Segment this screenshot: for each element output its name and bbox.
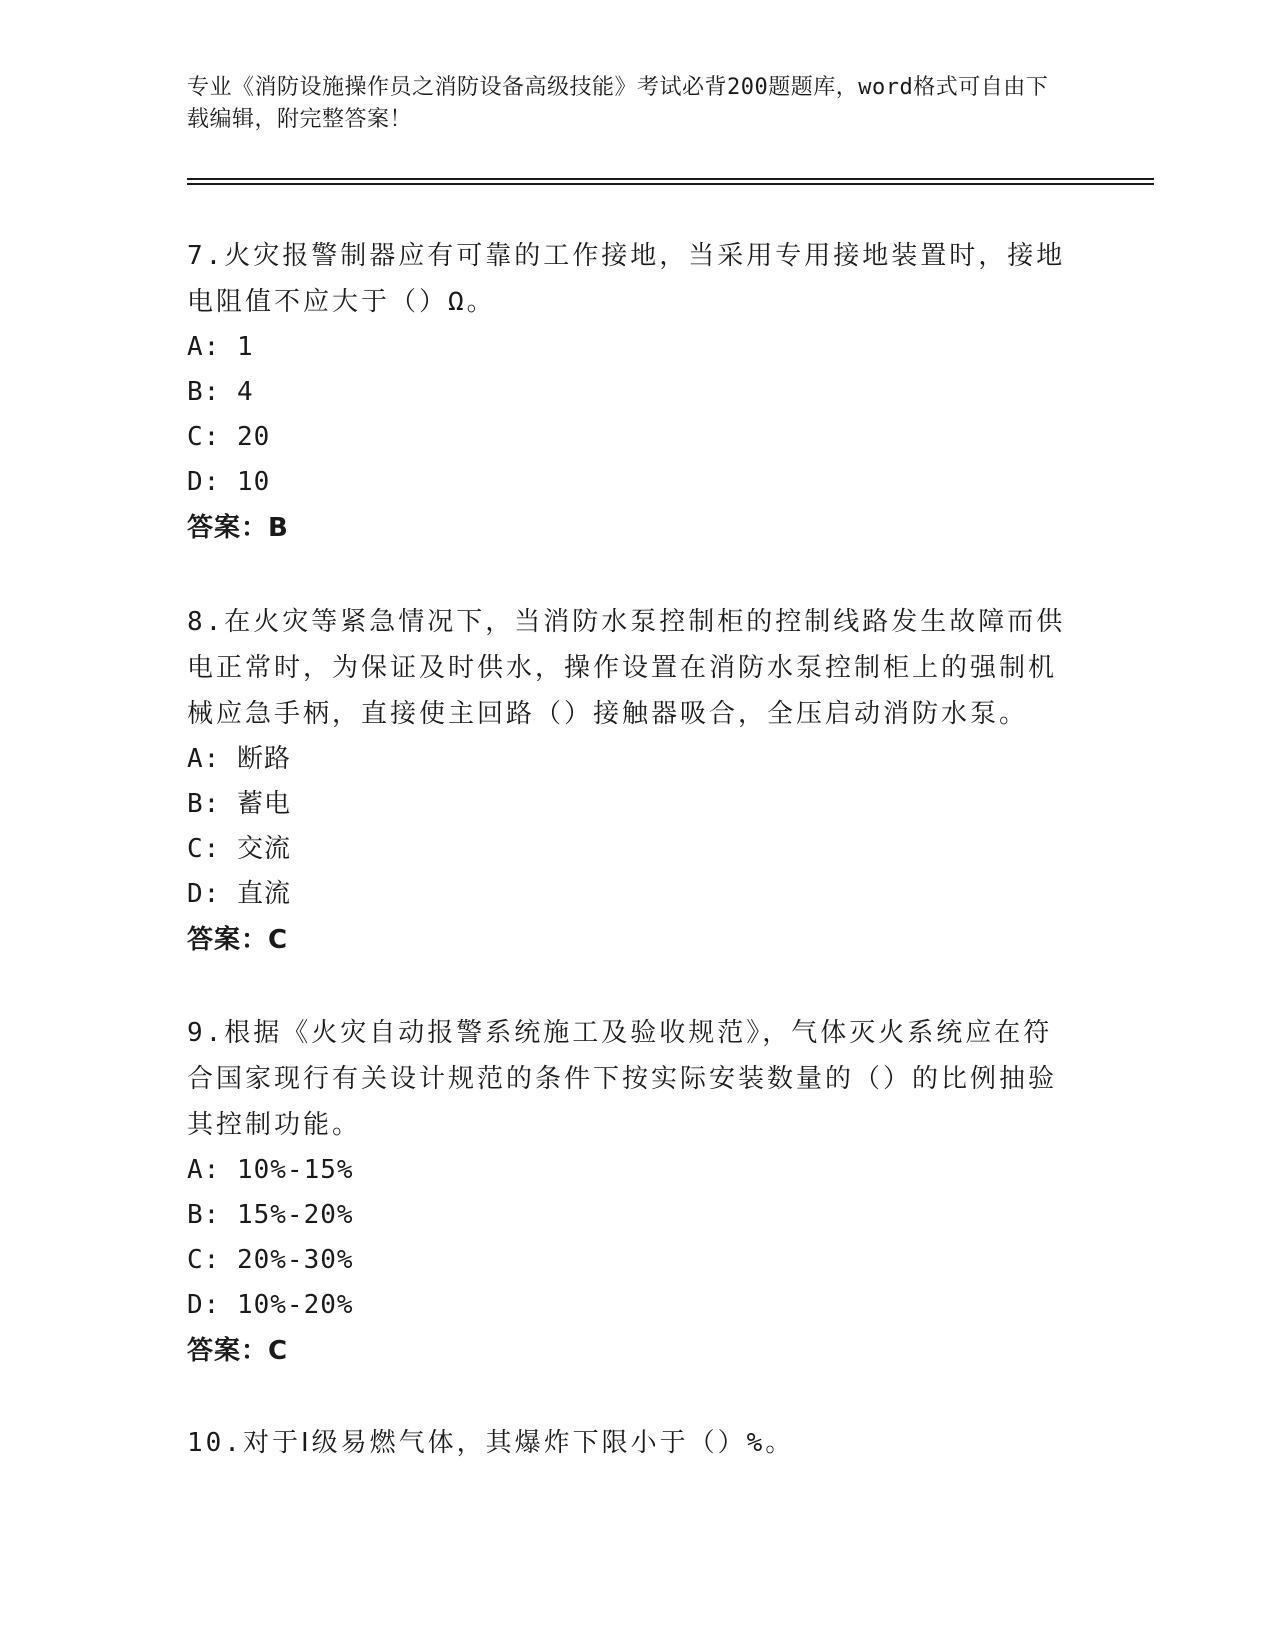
option-a: A: 1: [187, 332, 254, 362]
question-10: [187, 1420, 1067, 1466]
document-header: [187, 72, 1067, 136]
header-divider-top: [187, 178, 1154, 180]
option-b: B: 蓄电: [187, 789, 291, 819]
answer: 答案：B: [187, 513, 289, 543]
option-d: D: 直流: [187, 879, 291, 909]
header-divider-bottom: [187, 183, 1154, 185]
option-b: B: 15%-20%: [187, 1200, 354, 1230]
question-stem: 9.根据《火灾自动报警系统施工及验收规范》，气体灭火系统应在符合国家现行有关设计规范的条件下按实际安装数量的（）的比例抽验其控制功能。: [187, 1018, 1058, 1140]
question-8: [187, 599, 1067, 963]
question-stem: 10.对于Ⅰ级易燃气体，其爆炸下限小于（）%。: [187, 1428, 795, 1458]
option-a: A: 10%-15%: [187, 1155, 354, 1185]
question-stem: 7.火灾报警制器应有可靠的工作接地，当采用专用接地装置时，接地电阻值不应大于（）Ω。: [187, 241, 1066, 317]
option-a: A: 断路: [187, 744, 291, 774]
answer: 答案：C: [187, 1336, 289, 1366]
option-d: D: 10: [187, 467, 271, 497]
question-7: [187, 233, 1067, 551]
header-text: 专业《消防设施操作员之消防设备高级技能》考试必背200题题库，word格式可自由下载编辑，附完整答案！: [187, 75, 1049, 132]
question-stem: 8.在火灾等紧急情况下，当消防水泵控制柜的控制线路发生故障而供电正常时，为保证及时供水，操作设置在消防水泵控制柜上的强制机械应急手柄，直接使主回路（）接触器吸合，全压启动消防水泵。: [187, 607, 1066, 729]
option-c: C: 20%-30%: [187, 1245, 354, 1275]
question-9: [187, 1010, 1067, 1374]
option-b: B: 4: [187, 377, 254, 407]
answer: 答案：C: [187, 925, 289, 955]
option-c: C: 20: [187, 422, 271, 452]
option-d: D: 10%-20%: [187, 1290, 354, 1320]
option-c: C: 交流: [187, 834, 291, 864]
